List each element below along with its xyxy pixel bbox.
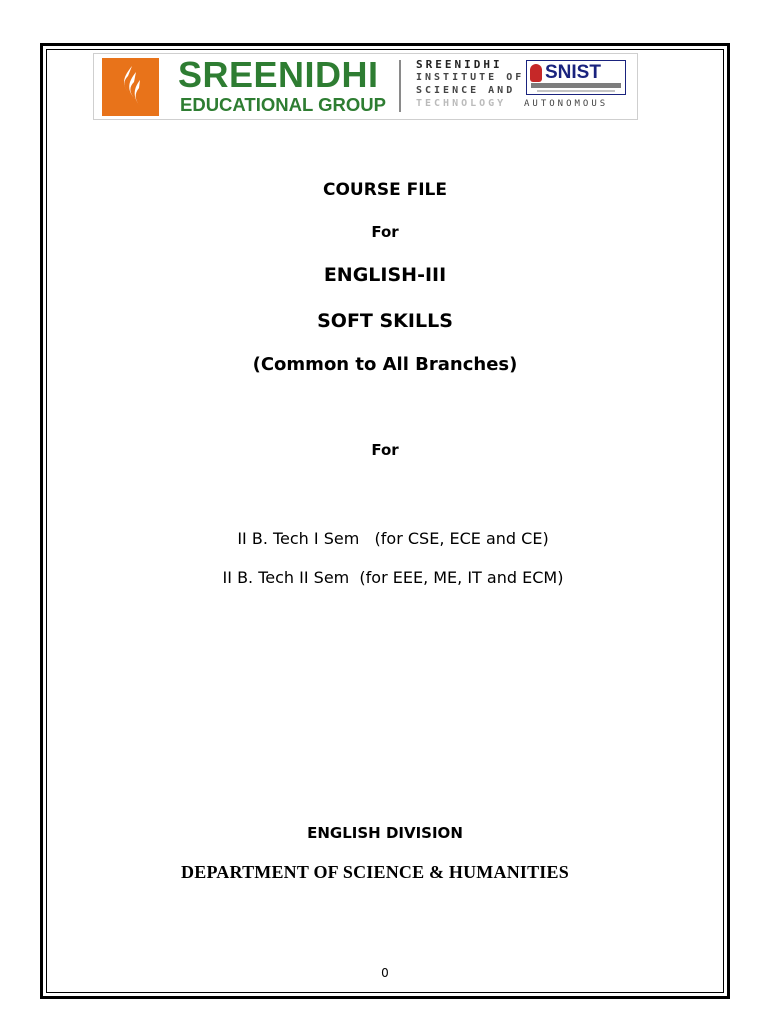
- institute-line-4: TECHNOLOGY: [416, 98, 507, 109]
- institute-line-3: SCIENCE AND: [416, 85, 516, 96]
- flame-logo-icon: [102, 58, 159, 116]
- course-file-heading: COURSE FILE: [323, 180, 447, 200]
- page-number: 0: [381, 966, 389, 980]
- snist-tagline: [537, 90, 615, 92]
- for-label-1: For: [371, 223, 399, 241]
- torch-icon: [530, 64, 542, 82]
- semester-line-2: II B. Tech II Sem (for EEE, ME, IT and ECM): [222, 568, 564, 587]
- autonomous-label: AUTONOMOUS: [524, 99, 609, 109]
- group-name: SREENIDHI: [178, 54, 379, 95]
- for-label-2: For: [371, 441, 399, 459]
- subject-title: ENGLISH-III: [323, 264, 447, 286]
- department-name: DEPARTMENT OF SCIENCE & HUMANITIES: [181, 862, 569, 882]
- snist-caption: [531, 83, 621, 88]
- subject-subtitle: SOFT SKILLS: [317, 310, 453, 332]
- logo-divider: [399, 60, 401, 112]
- institution-logo-banner: [93, 53, 638, 120]
- branch-scope: (Common to All Branches): [252, 354, 518, 375]
- semester-line-1: II B. Tech I Sem (for CSE, ECE and CE): [237, 529, 549, 548]
- division-name: ENGLISH DIVISION: [307, 824, 463, 842]
- institute-line-1: SREENIDHI: [416, 58, 503, 71]
- snist-logo: [526, 60, 626, 95]
- institute-line-2: INSTITUTE OF: [416, 72, 525, 83]
- snist-title: SNIST: [545, 62, 601, 83]
- group-subtitle: EDUCATIONAL GROUP: [180, 94, 386, 115]
